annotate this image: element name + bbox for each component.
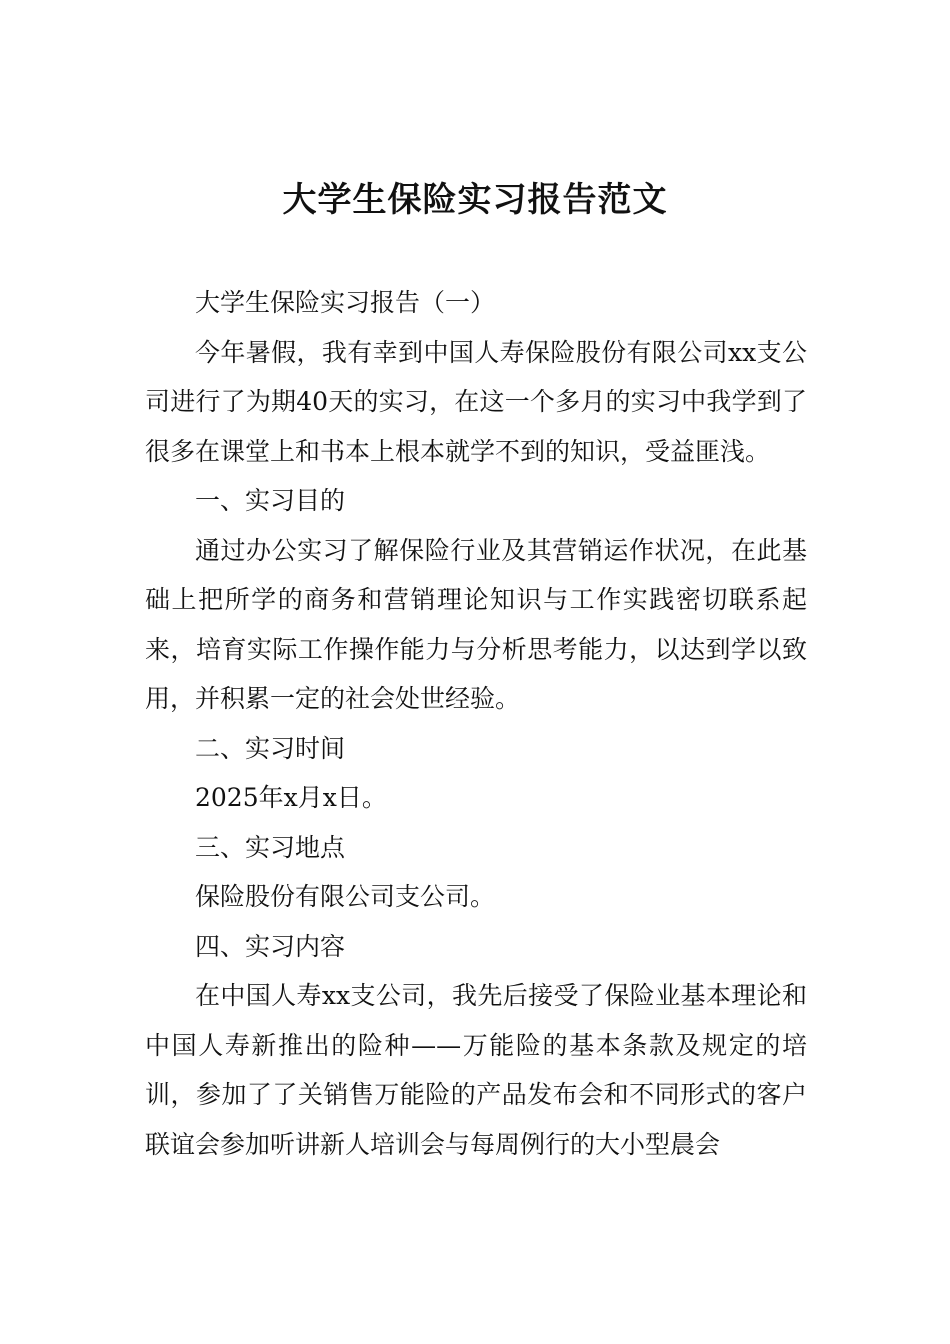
body-paragraph: 在中国人寿xx支公司，我先后接受了保险业基本理论和中国人寿新推出的险种——万能险的基本条款及规定的培训，参加了了关销售万能险的产品发布会和不同形式的客户联谊会参加听讲新人培训会与每周例行的大小型晨会: [145, 981, 807, 1159]
body-paragraph: 通过办公实习了解保险行业及其营销运作状况，在此基础上把所学的商务和营销理论知识与工作实践密切联系起来，培育实际工作操作能力与分析思考能力，以达到学以致用，并积累一定的社会处世经验。: [145, 535, 807, 713]
section-heading: 三、实习地点: [195, 832, 346, 862]
document-title: 大学生保险实习报告范文: [282, 180, 668, 220]
section-heading: 二、实习时间: [195, 733, 346, 763]
body-paragraph: 保险股份有限公司支公司。: [195, 882, 496, 911]
section-heading: 一、实习目的: [195, 486, 346, 515]
section-heading: 四、实习内容: [195, 931, 346, 961]
document-body: [145, 278, 807, 1169]
section-heading: 大学生保险实习报告（一）: [195, 288, 496, 317]
body-paragraph: 2025年x月x日。: [195, 783, 387, 812]
body-paragraph: 今年暑假，我有幸到中国人寿保险股份有限公司xx支公司进行了为期40天的实习，在这一个多月的实习中我学到了很多在课堂上和书本上根本就学不到的知识，受益匪浅。: [145, 337, 807, 466]
